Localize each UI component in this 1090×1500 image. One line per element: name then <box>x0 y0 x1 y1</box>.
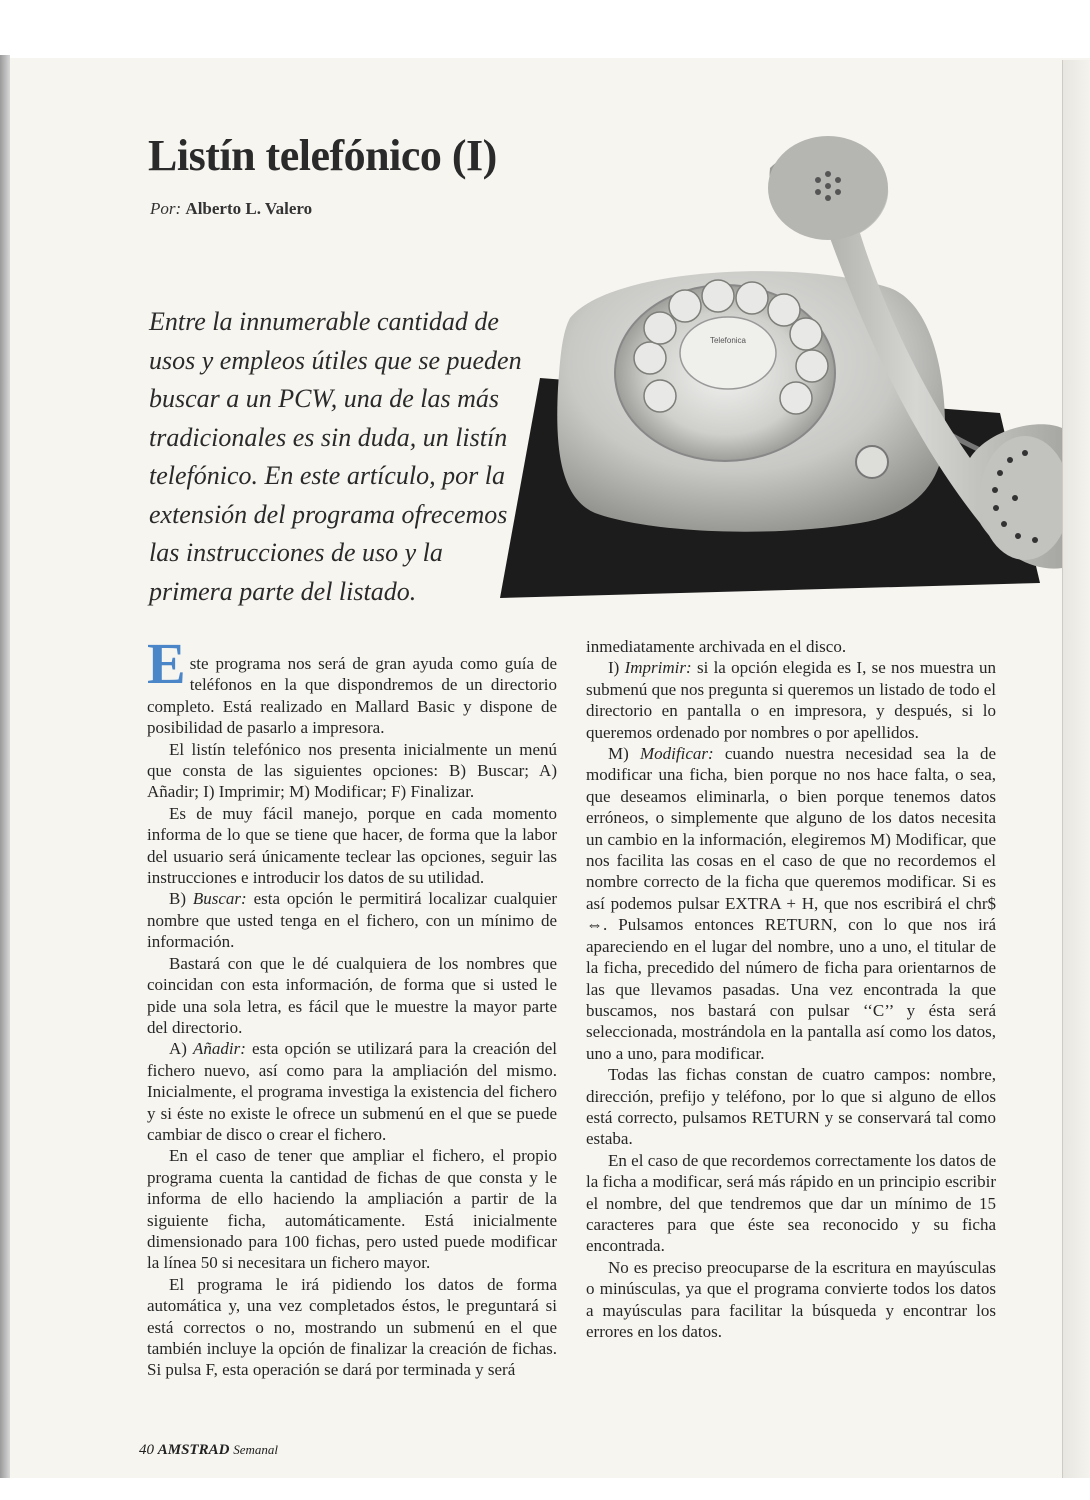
option-term: Buscar: <box>192 889 247 909</box>
scan-border-bottom <box>0 1478 1090 1500</box>
paragraph: En el caso de que recordemos correctamente los datos de la ficha a modificar, será más rápido en un principio escribir el nombre, del que tendremos que dar un mínimo de 15 caracteres para que éste sea reconocido y su ficha encontrada. <box>586 1150 996 1256</box>
scan-border-top <box>0 0 1090 58</box>
phone-button <box>856 446 888 478</box>
paragraph: inmediatamente archivada en el disco. <box>586 637 847 656</box>
dial-brand-label: Telefonica <box>709 336 747 345</box>
byline <box>150 199 312 219</box>
dial-center <box>680 317 776 389</box>
paragraph: Bastará con que le dé cualquiera de los nombres que coincidan con esta información, de forma que si usted le pide una sola letra, es fácil que le muestre la mayor parte del directorio. <box>147 953 557 1037</box>
article-lead: Entre la innumerable cantidad de usos y empleos útiles que se pueden buscar a un PCW, una de las más tradicionales es sin duda, un listín telefónico. En este artículo, por la extensión del programa ofrecemos las instrucciones de uso y la primera parte del listado. <box>149 307 522 606</box>
text-column-1 <box>147 631 558 1381</box>
paragraph: El programa le irá pidiendo los datos de forma automática y, una vez completados éstos, le preguntará si está correctos o no, mostrando un submenú en el que también incluye la opción de finalizar la creación de fichas. Si pulsa F, esta operación se dará por terminada y será <box>147 1274 557 1380</box>
magazine-section: Semanal <box>233 1442 278 1457</box>
paragraph: Es de muy fácil manejo, porque en cada momento informa de lo que se tiene que hacer, de forma que la labor del usuario será únicamente teclear las opciones, seguir las instrucciones e introducir los datos de su utilidad. <box>147 803 557 888</box>
paragraph: M) Modificar: cuando nuestra necesidad sea la de modificar una ficha, bien porque no nos hace falta, o sea, que deseamos eliminarla, o bien porque tenemos datos erróneos, o simplemente que alguno de los datos necesita un cambio en la información, elegiremos M) Modificar, que nos facilita las cosas en el caso de que no recordemos el nombre correcto de la ficha que queremos modificar. Si es así podemos pulsar EXTRA + H, que nos escribirá el chr$ ⇔. Pulsamos entonces RETURN, con lo que nos irá apareciendo en el lugar del nombre, uno a uno, el titular de la ficha, precedido del número de ficha para orientarnos de las que llevamos pasadas. Una vez encontrada la que buscamos, nos bastará con pulsar ‘‘C’’ y ésta será seleccionada, mostrándola en la pantalla así como los datos, uno a uno, para modificar. <box>586 744 997 1063</box>
paragraph: El listín telefónico nos presenta inicialmente un menú que consta de las siguientes opciones: B) Buscar; A) Añadir; I) Imprimir; M) Modificar; F) Finalizar. <box>147 739 557 802</box>
author-name: Alberto L. Valero <box>185 199 313 218</box>
option-term: Añadir: <box>193 1039 246 1059</box>
paragraph: I) Imprimir: si la opción elegida es I, se nos muestra un submenú que nos pregunta si queremos un listado de todo el directorio en pantalla o en impresora, y después, si lo queremos ordenado por nombres o por apellidos. <box>586 658 997 742</box>
article-title: Listín telefónico (I) <box>148 131 497 180</box>
page-footer <box>139 1442 278 1459</box>
paragraph: No es preciso preocuparse de la escritura en mayúsculas o minúsculas, ya que el programa convierte todos los datos a mayúsculas para facilitar la búsqueda y encontrar los errores en los datos. <box>586 1257 996 1341</box>
facing-page-edge <box>1062 60 1090 1478</box>
paragraph: A) Añadir: esta opción se utilizará para la creación del fichero nuevo, así como para la ampliación del mismo. Inicialmente, el programa investiga la existencia del fichero y si éste no existe le ofrece un submenú en el que se puede cambiar de disco o crear el fichero. <box>147 1039 558 1144</box>
text-column-2 <box>586 636 996 1342</box>
paragraph: En el caso de tener que ampliar el fichero, el propio programa cuenta la cantidad de fichas de que consta y le informa de ello haciendo la ampliación a partir de la siguiente ficha, automáticamente. Está inicialmente dimensionado para 100 fichas, pero usted puede modificar la línea 50 si necesitara un fichero mayor. <box>147 1146 557 1273</box>
page-number: 40 <box>139 1442 154 1458</box>
paragraph: Todas las fichas constan de cuatro campos: nombre, dirección, prefijo y teléfono, por lo que si alguno de ellos está correcto, pulsamos RETURN y se conservará tal como estaba. <box>586 1065 996 1149</box>
byline-prefix: Por: <box>150 199 182 218</box>
telephone-photo <box>500 128 1062 598</box>
option-term: Imprimir: <box>624 658 692 678</box>
scan-binding-strip <box>0 55 10 1480</box>
drop-cap: E <box>147 631 186 696</box>
magazine-name: AMSTRAD <box>157 1442 230 1458</box>
option-term: Modificar: <box>639 744 714 764</box>
paragraph: Este programa nos será de gran ayuda como guía de teléfonos en la que dispondremos de un directorio completo. Está realizado en Mallard Basic y dispone de posibilidad de pasarlo a impresora. <box>147 631 557 738</box>
paragraph: B) Buscar: esta opción le permitirá localizar cualquier nombre que usted tenga en el fichero, con un mínimo de información. <box>147 889 558 952</box>
